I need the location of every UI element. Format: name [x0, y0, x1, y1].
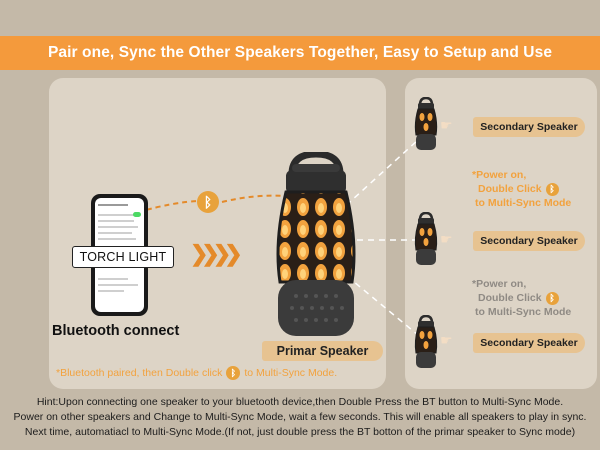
speaker-lantern-icon [412, 97, 440, 153]
instruction-line: *Power on, [472, 278, 527, 290]
primary-note [56, 366, 337, 380]
primary-note-text-end: to Multi-Sync Mode. [244, 367, 338, 379]
hand-pointer-icon: ☛ [440, 231, 453, 247]
hand-pointer-icon: ☛ [440, 117, 453, 133]
primary-speaker-label: Primar Speaker [262, 341, 383, 361]
instruction-line [472, 291, 571, 305]
hint-line-1: Hint:Upon connecting one speaker to your bluetooth device,then Double Press the BT button to Multi-Sync Mode. [36, 396, 564, 408]
hint-line-2: Power on other speakers and Change to Multi-Sync Mode, wait a few seconds. This will enable all speakers to play in sync. [13, 411, 587, 423]
bluetooth-connect-caption: Bluetooth connect [52, 323, 180, 339]
sync-instruction-2 [472, 277, 571, 319]
speaker-lantern-icon [412, 212, 440, 268]
hint-line-3: Next time, automatiacl to Multi-Sync Mode.(If not, just double press the BT botton of the primar speaker to Sync mode) [24, 426, 576, 438]
secondary-speaker-label: Secondary Speaker [473, 117, 585, 137]
banner-title: Pair one, Sync the Other Speakers Together, Easy to Setup and Use [0, 36, 600, 70]
bluetooth-icon: ᛒ [226, 366, 240, 380]
instruction-line: to Multi-Sync Mode [475, 197, 572, 209]
instruction-double-click: Double Click [478, 292, 542, 304]
instruction-double-click: Double Click [478, 183, 542, 195]
instruction-line [472, 182, 571, 196]
hint-text [0, 395, 600, 440]
chevron-arrows-icon: ❯❯❯❯ [190, 241, 236, 266]
secondary-speaker-label: Secondary Speaker [473, 333, 585, 353]
instruction-line: *Power on, [472, 169, 527, 181]
torch-light-tag: TORCH LIGHT [72, 246, 174, 268]
bluetooth-icon: ᛒ [546, 183, 559, 196]
instruction-line: to Multi-Sync Mode [475, 306, 572, 318]
bluetooth-icon: ᛒ [197, 191, 219, 213]
hand-pointer-icon: ☛ [440, 332, 453, 348]
primary-note-text-start: *Bluetooth paired, then Double click [56, 367, 223, 379]
sync-instruction-1 [472, 168, 571, 210]
secondary-speaker-label: Secondary Speaker [473, 231, 585, 251]
speaker-lantern-icon [412, 315, 440, 371]
speaker-lantern-icon [258, 152, 374, 342]
bluetooth-icon: ᛒ [546, 292, 559, 305]
